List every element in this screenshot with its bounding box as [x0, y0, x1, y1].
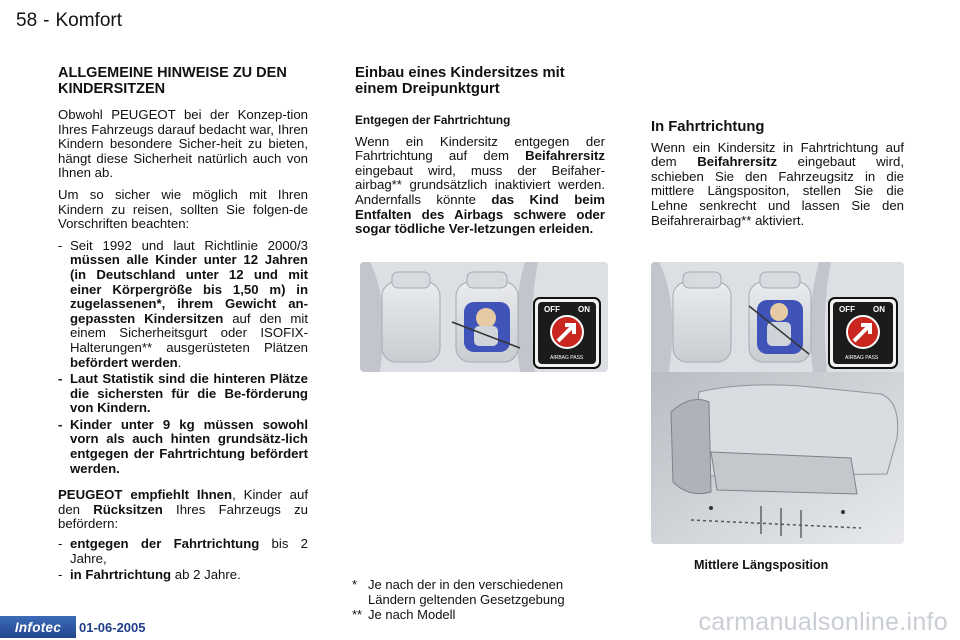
- list-item: [58, 239, 308, 370]
- rear-facing-paragraph: [355, 135, 605, 237]
- list-item: [58, 537, 308, 566]
- rear-facing-subheading: Entgegen der Fahrtrichtung: [355, 113, 511, 127]
- page-number: 58: [16, 10, 38, 31]
- installation-heading: Einbau eines Kindersitzes mit einem Dreipunktgurt: [355, 65, 565, 97]
- general-notes-heading: ALLGEMEINE HINWEISE ZU DEN KINDERSITZEN: [58, 65, 287, 97]
- age-text: bis 2 Jahre,: [70, 536, 308, 566]
- list-item: [58, 568, 308, 583]
- intro-paragraph: Obwohl PEUGEOT bei der Konzep-tion Ihres Fahrzeugs darauf bedacht war, Ihren Kindern besondere Sicher-heit zu bieten, hängt diese Sicherheit natürlich auch von Ihnen ab.: [58, 107, 308, 181]
- rule-text: Seit 1992 und laut Richtlinie 2000/3: [70, 237, 308, 253]
- figure-caption: Mittlere Längsposition: [694, 558, 829, 572]
- page-header: [16, 10, 122, 32]
- right-column: [651, 120, 904, 235]
- footnote-mark: **: [352, 607, 363, 622]
- recommendation-paragraph: [58, 488, 308, 532]
- forward-facing-bold: Beifahrersitz: [697, 154, 778, 170]
- off-label-2: OFF: [839, 305, 855, 314]
- airbag-pass-label-2: AIRBAG PASS: [845, 355, 879, 361]
- off-label: OFF: [544, 305, 560, 314]
- infotec-logo: [0, 616, 76, 638]
- footnote-text: Je nach Modell: [368, 607, 456, 622]
- rules-list: [58, 239, 308, 477]
- forward-facing-text: eingebaut wird, schieben Sie den Fahrzeugsitz in die mittlere Längspositon, stellen Sie die Lehne senkrecht und lassen Sie den Beifahrerairbag** aktiviert.: [651, 154, 904, 228]
- left-column: [58, 66, 308, 589]
- on-label: ON: [578, 305, 590, 314]
- recommendation-bold: PEUGEOT empfiehlt Ihnen: [58, 487, 233, 503]
- forward-facing-paragraph: [651, 141, 904, 229]
- recommendation-text: Ihres Fahrzeugs zu befördern:: [58, 501, 309, 532]
- footnote-mark: *: [352, 577, 358, 592]
- rear-facing-svg: [360, 262, 608, 372]
- logo-text: Infotec: [14, 619, 62, 635]
- rear-facing-text: Wenn ein Kindersitz entgegen der Fahrtrichtung auf dem: [355, 133, 605, 164]
- forward-facing-svg: [651, 262, 904, 544]
- page-footer: [0, 616, 146, 638]
- rear-facing-text: eingebaut wird, muss der Beifaher-airbag** grundsätzlich inaktiviert werden. Andernfalls könnte: [355, 162, 605, 207]
- rule-bold-text: befördert werden: [70, 354, 178, 370]
- age-list: [58, 537, 308, 583]
- section-title: Komfort: [55, 10, 122, 31]
- age-text: ab 2 Jahre.: [171, 567, 241, 583]
- on-label-2: ON: [873, 305, 885, 314]
- rule-text: auf den mit einem Sicherheitsgurt oder ISOFIX-Halterungen** ausgerüsteten Plätzen: [70, 310, 308, 355]
- forward-facing-heading: In Fahrtrichtung: [651, 119, 765, 135]
- rear-facing-bold: das Kind beim Entfalten des Airbags schwere oder sogar tödliche Ver-letzungen erleiden.: [355, 191, 605, 237]
- list-item: - Kinder unter 9 kg müssen sowohl vorn als auch hinten grundsätz-lich entgegen der Fahrtrichtung befördert werden.: [58, 418, 308, 476]
- list-item: - Laut Statistik sind die hinteren Plätze die sichersten für die Be-förderung von Kindern.: [58, 372, 308, 416]
- footnotes: [352, 577, 610, 622]
- rule-text: .: [177, 354, 182, 370]
- age-bold: in Fahrtrichtung: [70, 567, 172, 583]
- footer-date: 01-06-2005: [79, 619, 146, 635]
- recommendation-text: , Kinder auf den: [58, 487, 308, 517]
- header-separator: -: [43, 10, 50, 31]
- rules-intro-paragraph: Um so sicher wie möglich mit Ihren Kindern zu reisen, sollten Sie folgen-de Vorschriften beachten:: [58, 186, 308, 232]
- rear-facing-illustration: [360, 262, 608, 372]
- recommendation-bold: Rücksitzen: [93, 501, 163, 517]
- forward-facing-illustration: [651, 262, 904, 544]
- footnote-text: Je nach der in den verschiedenen Ländern geltenden Gesetzgebung: [368, 577, 565, 607]
- footnote-row: [352, 577, 610, 607]
- airbag-pass-label: AIRBAG PASS: [550, 355, 584, 361]
- rear-facing-bold: Beifahrersitz: [525, 148, 605, 164]
- footnote-row: [352, 607, 610, 622]
- watermark: carmanualsonline.info: [698, 608, 948, 636]
- age-bold: entgegen der Fahrtrichtung: [70, 536, 260, 552]
- forward-facing-text: Wenn ein Kindersitz in Fahrtrichtung auf dem: [651, 139, 904, 170]
- rule-bold-text: müssen alle Kinder unter 12 Jahren (in Deutschland unter 12 und mit einer Körpergröße bis 1,50 m) in zugelassenen*, ihrem Gewicht an-gepassten Kindersitzen: [70, 252, 308, 326]
- middle-column: [355, 66, 605, 244]
